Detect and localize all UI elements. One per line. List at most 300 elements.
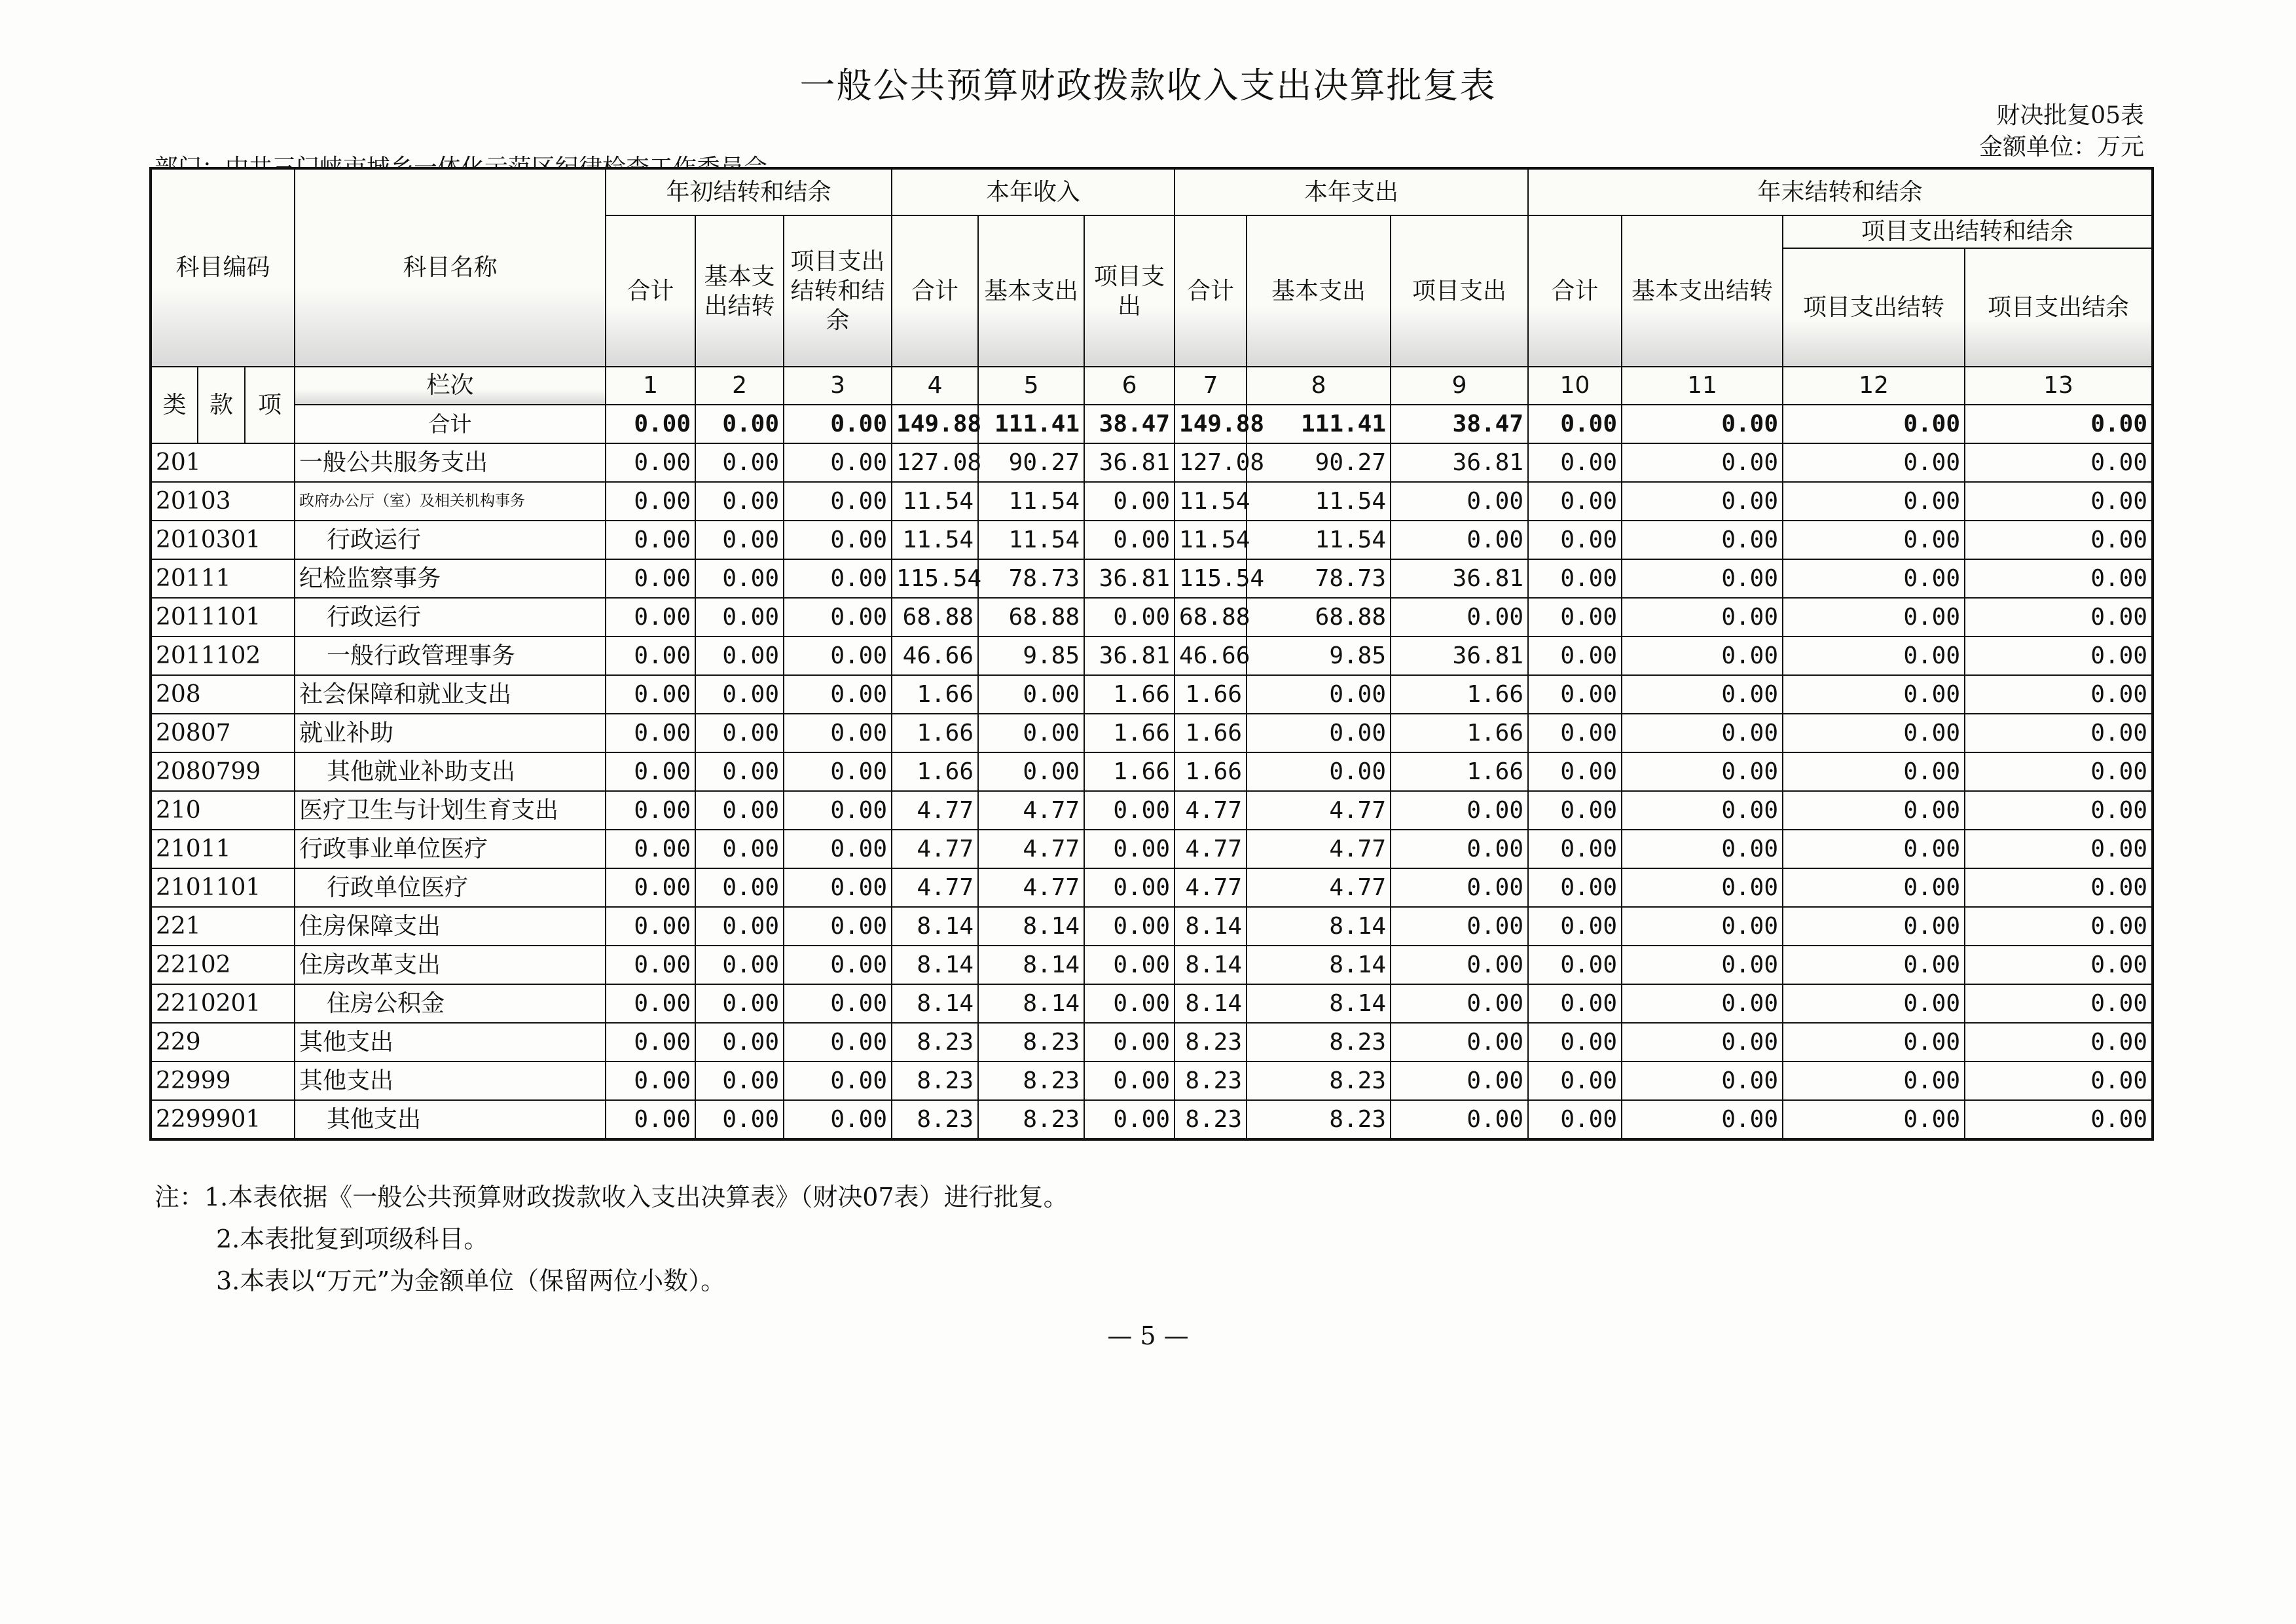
row-cell: 0.00 bbox=[1247, 675, 1391, 714]
header-col-13: 项目支出结余 bbox=[1965, 248, 2153, 367]
row-cell: 0.00 bbox=[1783, 675, 1965, 714]
row-cell: 8.14 bbox=[1175, 984, 1247, 1023]
row-cell: 127.08 bbox=[1175, 443, 1247, 482]
row-cell: 0.00 bbox=[1783, 482, 1965, 521]
row-cell: 0.00 bbox=[1528, 1061, 1622, 1100]
row-name: 行政单位医疗 bbox=[295, 868, 606, 907]
row-cell: 0.00 bbox=[695, 907, 784, 946]
total-cell: 0.00 bbox=[784, 405, 892, 443]
total-cell: 0.00 bbox=[695, 405, 784, 443]
row-code: 22102 bbox=[151, 946, 295, 984]
row-cell: 8.14 bbox=[978, 907, 1084, 946]
row-cell: 0.00 bbox=[1783, 559, 1965, 598]
header-col-8: 基本支出 bbox=[1247, 215, 1391, 367]
row-cell: 8.23 bbox=[892, 1061, 978, 1100]
row-cell: 0.00 bbox=[1783, 598, 1965, 637]
header-xiang: 项 bbox=[245, 367, 295, 443]
row-cell: 8.23 bbox=[978, 1100, 1084, 1139]
row-cell: 0.00 bbox=[1528, 559, 1622, 598]
col-number: 13 bbox=[1965, 367, 2153, 405]
row-cell: 0.00 bbox=[1622, 443, 1783, 482]
row-cell: 8.23 bbox=[892, 1100, 978, 1139]
row-cell: 0.00 bbox=[1965, 1061, 2153, 1100]
row-cell: 0.00 bbox=[695, 521, 784, 559]
row-cell: 1.66 bbox=[1175, 675, 1247, 714]
total-cell: 111.41 bbox=[978, 405, 1084, 443]
row-cell: 0.00 bbox=[1622, 637, 1783, 675]
row-cell: 115.54 bbox=[1175, 559, 1247, 598]
row-name: 社会保障和就业支出 bbox=[295, 675, 606, 714]
row-cell: 0.00 bbox=[1783, 1061, 1965, 1100]
row-code: 2011102 bbox=[151, 637, 295, 675]
row-cell: 0.00 bbox=[1528, 443, 1622, 482]
row-cell: 0.00 bbox=[606, 868, 695, 907]
row-cell: 0.00 bbox=[1084, 482, 1175, 521]
row-cell: 0.00 bbox=[1528, 752, 1622, 791]
row-cell: 0.00 bbox=[606, 1023, 695, 1061]
row-cell: 0.00 bbox=[695, 598, 784, 637]
row-cell: 0.00 bbox=[1622, 1100, 1783, 1139]
row-cell: 0.00 bbox=[1783, 984, 1965, 1023]
header-sub-end-project: 项目支出结转和结余 bbox=[1783, 215, 2153, 248]
col-number: 4 bbox=[892, 367, 978, 405]
row-cell: 1.66 bbox=[1084, 752, 1175, 791]
row-name: 住房保障支出 bbox=[295, 907, 606, 946]
table-row bbox=[151, 868, 2153, 907]
row-cell: 0.00 bbox=[606, 443, 695, 482]
row-cell: 8.14 bbox=[892, 946, 978, 984]
header-col-1: 合计 bbox=[606, 215, 695, 367]
total-label: 合计 bbox=[295, 405, 606, 443]
table-row bbox=[151, 830, 2153, 868]
row-cell: 0.00 bbox=[1391, 907, 1528, 946]
header-col-2: 基本支出结转 bbox=[695, 215, 784, 367]
row-name: 行政运行 bbox=[295, 521, 606, 559]
total-cell: 149.88 bbox=[1175, 405, 1247, 443]
row-cell: 0.00 bbox=[606, 791, 695, 830]
table-row bbox=[151, 714, 2153, 752]
row-cell: 90.27 bbox=[978, 443, 1084, 482]
total-cell: 38.47 bbox=[1084, 405, 1175, 443]
row-cell: 9.85 bbox=[1247, 637, 1391, 675]
row-cell: 36.81 bbox=[1084, 637, 1175, 675]
row-cell: 0.00 bbox=[1528, 521, 1622, 559]
row-cell: 0.00 bbox=[1528, 1023, 1622, 1061]
row-cell: 0.00 bbox=[1965, 830, 2153, 868]
row-code: 2210201 bbox=[151, 984, 295, 1023]
row-cell: 0.00 bbox=[1528, 1100, 1622, 1139]
row-name: 住房改革支出 bbox=[295, 946, 606, 984]
row-code: 201 bbox=[151, 443, 295, 482]
row-cell: 8.14 bbox=[1247, 984, 1391, 1023]
table-row bbox=[151, 559, 2153, 598]
row-name: 一般公共服务支出 bbox=[295, 443, 606, 482]
row-cell: 68.88 bbox=[978, 598, 1084, 637]
row-cell: 115.54 bbox=[892, 559, 978, 598]
row-cell: 0.00 bbox=[1391, 946, 1528, 984]
row-cell: 4.77 bbox=[978, 791, 1084, 830]
total-cell: 0.00 bbox=[606, 405, 695, 443]
row-cell: 0.00 bbox=[1965, 482, 2153, 521]
header-code: 科目编码 bbox=[151, 168, 295, 367]
row-cell: 11.54 bbox=[978, 521, 1084, 559]
total-cell: 0.00 bbox=[1965, 405, 2153, 443]
row-cell: 0.00 bbox=[1783, 521, 1965, 559]
row-name: 住房公积金 bbox=[295, 984, 606, 1023]
row-cell: 0.00 bbox=[1783, 752, 1965, 791]
header-col-3: 项目支出结转和结余 bbox=[784, 215, 892, 367]
row-cell: 0.00 bbox=[1965, 1100, 2153, 1139]
row-cell: 0.00 bbox=[1965, 752, 2153, 791]
table-row bbox=[151, 521, 2153, 559]
col-number: 7 bbox=[1175, 367, 1247, 405]
row-cell: 0.00 bbox=[695, 443, 784, 482]
col-number: 10 bbox=[1528, 367, 1622, 405]
row-cell: 0.00 bbox=[1622, 868, 1783, 907]
row-cell: 0.00 bbox=[1084, 984, 1175, 1023]
row-cell: 1.66 bbox=[1175, 752, 1247, 791]
table-row bbox=[151, 675, 2153, 714]
row-cell: 0.00 bbox=[1965, 714, 2153, 752]
row-cell: 68.88 bbox=[1247, 598, 1391, 637]
row-cell: 78.73 bbox=[1247, 559, 1391, 598]
table-row bbox=[151, 443, 2153, 482]
col-number: 8 bbox=[1247, 367, 1391, 405]
header-lanci: 栏次 bbox=[295, 367, 606, 405]
note-3: 3.本表以“万元”为金额单位（保留两位小数）。 bbox=[216, 1266, 726, 1295]
row-cell: 1.66 bbox=[1391, 675, 1528, 714]
row-cell: 8.14 bbox=[978, 984, 1084, 1023]
row-cell: 0.00 bbox=[1622, 559, 1783, 598]
row-name: 其他就业补助支出 bbox=[295, 752, 606, 791]
row-name: 其他支出 bbox=[295, 1100, 606, 1139]
row-cell: 0.00 bbox=[784, 598, 892, 637]
row-cell: 0.00 bbox=[606, 482, 695, 521]
row-cell: 0.00 bbox=[1965, 1023, 2153, 1061]
row-cell: 4.77 bbox=[1175, 791, 1247, 830]
table-row bbox=[151, 1061, 2153, 1100]
amount-unit: 金额单位：万元 bbox=[1978, 134, 2144, 160]
total-cell: 0.00 bbox=[1622, 405, 1783, 443]
row-code: 221 bbox=[151, 907, 295, 946]
row-code: 210 bbox=[151, 791, 295, 830]
row-cell: 11.54 bbox=[978, 482, 1084, 521]
col-number: 11 bbox=[1622, 367, 1783, 405]
page-number: — 5 — bbox=[1107, 1321, 1189, 1350]
row-name: 其他支出 bbox=[295, 1023, 606, 1061]
row-cell: 0.00 bbox=[784, 559, 892, 598]
row-cell: 0.00 bbox=[1965, 868, 2153, 907]
row-cell: 4.77 bbox=[1247, 868, 1391, 907]
row-code: 229 bbox=[151, 1023, 295, 1061]
row-cell: 0.00 bbox=[784, 675, 892, 714]
row-cell: 90.27 bbox=[1247, 443, 1391, 482]
row-cell: 0.00 bbox=[1528, 714, 1622, 752]
header-kuan: 款 bbox=[198, 367, 245, 443]
row-cell: 0.00 bbox=[1084, 1100, 1175, 1139]
row-cell: 0.00 bbox=[1084, 598, 1175, 637]
row-name: 一般行政管理事务 bbox=[295, 637, 606, 675]
row-cell: 4.77 bbox=[1175, 868, 1247, 907]
row-cell: 0.00 bbox=[1622, 1061, 1783, 1100]
row-cell: 1.66 bbox=[1084, 714, 1175, 752]
row-cell: 11.54 bbox=[892, 521, 978, 559]
row-cell: 0.00 bbox=[1528, 598, 1622, 637]
table-row bbox=[151, 791, 2153, 830]
row-cell: 0.00 bbox=[606, 907, 695, 946]
row-cell: 0.00 bbox=[1622, 1023, 1783, 1061]
row-cell: 0.00 bbox=[1783, 637, 1965, 675]
row-cell: 0.00 bbox=[1528, 868, 1622, 907]
row-cell: 8.14 bbox=[892, 984, 978, 1023]
row-cell: 0.00 bbox=[1528, 907, 1622, 946]
row-cell: 0.00 bbox=[784, 830, 892, 868]
row-cell: 0.00 bbox=[1622, 714, 1783, 752]
row-cell: 0.00 bbox=[1391, 482, 1528, 521]
row-cell: 0.00 bbox=[695, 946, 784, 984]
row-cell: 0.00 bbox=[1622, 907, 1783, 946]
document-title: 一般公共预算财政拨款收入支出决算批复表 bbox=[799, 65, 1497, 106]
row-cell: 0.00 bbox=[606, 984, 695, 1023]
row-cell: 0.00 bbox=[1965, 791, 2153, 830]
row-cell: 0.00 bbox=[1622, 598, 1783, 637]
row-cell: 0.00 bbox=[1965, 443, 2153, 482]
row-cell: 4.77 bbox=[1175, 830, 1247, 868]
row-cell: 0.00 bbox=[784, 868, 892, 907]
row-name: 就业补助 bbox=[295, 714, 606, 752]
total-cell: 38.47 bbox=[1391, 405, 1528, 443]
row-cell: 8.23 bbox=[1175, 1100, 1247, 1139]
row-cell: 0.00 bbox=[1622, 984, 1783, 1023]
row-code: 208 bbox=[151, 675, 295, 714]
row-cell: 0.00 bbox=[695, 675, 784, 714]
row-cell: 0.00 bbox=[1965, 675, 2153, 714]
row-cell: 0.00 bbox=[978, 714, 1084, 752]
row-cell: 0.00 bbox=[1783, 830, 1965, 868]
header-col-7: 合计 bbox=[1175, 215, 1247, 367]
notes bbox=[155, 1176, 1068, 1302]
row-cell: 11.54 bbox=[1175, 521, 1247, 559]
row-cell: 0.00 bbox=[1391, 598, 1528, 637]
row-cell: 8.14 bbox=[1247, 907, 1391, 946]
row-cell: 0.00 bbox=[1391, 868, 1528, 907]
row-cell: 0.00 bbox=[695, 1023, 784, 1061]
header-col-11: 基本支出结转 bbox=[1622, 215, 1783, 367]
row-name: 医疗卫生与计划生育支出 bbox=[295, 791, 606, 830]
row-cell: 1.66 bbox=[892, 752, 978, 791]
row-cell: 0.00 bbox=[1391, 984, 1528, 1023]
row-cell: 0.00 bbox=[1965, 598, 2153, 637]
row-cell: 68.88 bbox=[892, 598, 978, 637]
row-cell: 0.00 bbox=[606, 1100, 695, 1139]
row-cell: 0.00 bbox=[1391, 521, 1528, 559]
row-cell: 0.00 bbox=[784, 791, 892, 830]
row-cell: 8.14 bbox=[1247, 946, 1391, 984]
row-cell: 11.54 bbox=[892, 482, 978, 521]
header-group-expense: 本年支出 bbox=[1175, 168, 1528, 215]
header-group-end: 年末结转和结余 bbox=[1528, 168, 2153, 215]
row-cell: 0.00 bbox=[695, 1100, 784, 1139]
row-cell: 127.08 bbox=[892, 443, 978, 482]
row-cell: 78.73 bbox=[978, 559, 1084, 598]
row-cell: 8.14 bbox=[1175, 907, 1247, 946]
row-name: 纪检监察事务 bbox=[295, 559, 606, 598]
row-cell: 36.81 bbox=[1391, 559, 1528, 598]
row-code: 22999 bbox=[151, 1061, 295, 1100]
row-cell: 0.00 bbox=[1783, 907, 1965, 946]
row-cell: 46.66 bbox=[1175, 637, 1247, 675]
row-cell: 0.00 bbox=[1783, 1100, 1965, 1139]
row-cell: 0.00 bbox=[1965, 521, 2153, 559]
row-cell: 0.00 bbox=[1965, 946, 2153, 984]
row-cell: 0.00 bbox=[1391, 1061, 1528, 1100]
row-cell: 0.00 bbox=[784, 984, 892, 1023]
row-cell: 0.00 bbox=[784, 946, 892, 984]
row-cell: 11.54 bbox=[1175, 482, 1247, 521]
row-cell: 0.00 bbox=[1783, 791, 1965, 830]
row-cell: 0.00 bbox=[784, 1100, 892, 1139]
row-code: 2011101 bbox=[151, 598, 295, 637]
row-cell: 0.00 bbox=[606, 521, 695, 559]
row-cell: 0.00 bbox=[1965, 984, 2153, 1023]
row-cell: 0.00 bbox=[695, 482, 784, 521]
header-col-5: 基本支出 bbox=[978, 215, 1084, 367]
row-cell: 36.81 bbox=[1391, 443, 1528, 482]
row-cell: 8.23 bbox=[978, 1023, 1084, 1061]
row-cell: 0.00 bbox=[606, 714, 695, 752]
row-cell: 0.00 bbox=[695, 752, 784, 791]
note-2: 2.本表批复到项级科目。 bbox=[216, 1225, 489, 1253]
row-cell: 8.23 bbox=[1175, 1023, 1247, 1061]
row-cell: 46.66 bbox=[892, 637, 978, 675]
header-col-10: 合计 bbox=[1528, 215, 1622, 367]
total-cell: 149.88 bbox=[892, 405, 978, 443]
table-row bbox=[151, 984, 2153, 1023]
row-cell: 36.81 bbox=[1391, 637, 1528, 675]
row-code: 2299901 bbox=[151, 1100, 295, 1139]
table-row bbox=[151, 907, 2153, 946]
row-cell: 0.00 bbox=[1783, 946, 1965, 984]
row-cell: 0.00 bbox=[784, 1023, 892, 1061]
row-cell: 0.00 bbox=[1528, 637, 1622, 675]
row-cell: 8.23 bbox=[892, 1023, 978, 1061]
header-lei: 类 bbox=[151, 367, 198, 443]
row-cell: 0.00 bbox=[1528, 984, 1622, 1023]
row-code: 21011 bbox=[151, 830, 295, 868]
header-group-begin: 年初结转和结余 bbox=[606, 168, 892, 215]
table-row bbox=[151, 1100, 2153, 1139]
row-cell: 4.77 bbox=[892, 868, 978, 907]
row-cell: 0.00 bbox=[1528, 830, 1622, 868]
row-cell: 1.66 bbox=[1391, 752, 1528, 791]
row-code: 2080799 bbox=[151, 752, 295, 791]
header-group-income: 本年收入 bbox=[892, 168, 1175, 215]
table-row bbox=[151, 946, 2153, 984]
total-row bbox=[151, 405, 2153, 443]
row-cell: 0.00 bbox=[784, 443, 892, 482]
row-cell: 1.66 bbox=[1175, 714, 1247, 752]
row-cell: 0.00 bbox=[1965, 907, 2153, 946]
row-cell: 0.00 bbox=[784, 907, 892, 946]
row-cell: 0.00 bbox=[695, 637, 784, 675]
row-cell: 1.66 bbox=[892, 714, 978, 752]
row-cell: 8.23 bbox=[1175, 1061, 1247, 1100]
row-cell: 0.00 bbox=[1783, 443, 1965, 482]
row-cell: 8.14 bbox=[1175, 946, 1247, 984]
row-cell: 4.77 bbox=[892, 791, 978, 830]
row-cell: 0.00 bbox=[606, 1061, 695, 1100]
table-row bbox=[151, 482, 2153, 521]
row-cell: 0.00 bbox=[1622, 791, 1783, 830]
table-row bbox=[151, 752, 2153, 791]
row-name: 其他支出 bbox=[295, 1061, 606, 1100]
row-cell: 0.00 bbox=[695, 714, 784, 752]
row-cell: 0.00 bbox=[1783, 868, 1965, 907]
row-cell: 8.23 bbox=[1247, 1061, 1391, 1100]
row-cell: 68.88 bbox=[1175, 598, 1247, 637]
budget-table bbox=[149, 167, 2154, 1141]
row-cell: 0.00 bbox=[1622, 675, 1783, 714]
row-cell: 0.00 bbox=[1084, 1061, 1175, 1100]
row-cell: 0.00 bbox=[606, 946, 695, 984]
row-cell: 11.54 bbox=[1247, 521, 1391, 559]
row-cell: 11.54 bbox=[1247, 482, 1391, 521]
row-cell: 0.00 bbox=[1622, 521, 1783, 559]
row-cell: 4.77 bbox=[1247, 830, 1391, 868]
row-cell: 0.00 bbox=[606, 830, 695, 868]
row-cell: 0.00 bbox=[1084, 830, 1175, 868]
row-cell: 0.00 bbox=[1622, 946, 1783, 984]
row-cell: 0.00 bbox=[1084, 521, 1175, 559]
row-cell: 8.23 bbox=[978, 1061, 1084, 1100]
row-cell: 0.00 bbox=[1528, 482, 1622, 521]
row-cell: 0.00 bbox=[1622, 482, 1783, 521]
row-cell: 0.00 bbox=[1247, 752, 1391, 791]
table-row bbox=[151, 637, 2153, 675]
row-cell: 0.00 bbox=[1084, 907, 1175, 946]
row-cell: 0.00 bbox=[1528, 675, 1622, 714]
row-code: 2010301 bbox=[151, 521, 295, 559]
row-cell: 0.00 bbox=[784, 482, 892, 521]
row-cell: 0.00 bbox=[695, 984, 784, 1023]
row-cell: 0.00 bbox=[1084, 791, 1175, 830]
row-cell: 36.81 bbox=[1084, 559, 1175, 598]
row-cell: 0.00 bbox=[784, 1061, 892, 1100]
row-name: 行政事业单位医疗 bbox=[295, 830, 606, 868]
row-cell: 0.00 bbox=[784, 637, 892, 675]
form-number: 财决批复05表 bbox=[1996, 102, 2144, 129]
row-cell: 0.00 bbox=[1622, 752, 1783, 791]
row-cell: 0.00 bbox=[978, 752, 1084, 791]
row-cell: 0.00 bbox=[1783, 1023, 1965, 1061]
row-cell: 0.00 bbox=[695, 559, 784, 598]
row-code: 20103 bbox=[151, 482, 295, 521]
row-name: 行政运行 bbox=[295, 598, 606, 637]
row-code: 20111 bbox=[151, 559, 295, 598]
row-cell: 1.66 bbox=[1084, 675, 1175, 714]
row-cell: 0.00 bbox=[606, 598, 695, 637]
row-cell: 36.81 bbox=[1084, 443, 1175, 482]
col-number: 12 bbox=[1783, 367, 1965, 405]
header-col-9: 项目支出 bbox=[1391, 215, 1528, 367]
row-cell: 0.00 bbox=[1084, 1023, 1175, 1061]
row-cell: 4.77 bbox=[1247, 791, 1391, 830]
row-name: 政府办公厅（室）及相关机构事务 bbox=[295, 482, 606, 521]
row-cell: 4.77 bbox=[978, 868, 1084, 907]
row-cell: 0.00 bbox=[1528, 791, 1622, 830]
row-cell: 8.14 bbox=[892, 907, 978, 946]
header-col-6: 项目支出 bbox=[1084, 215, 1175, 367]
